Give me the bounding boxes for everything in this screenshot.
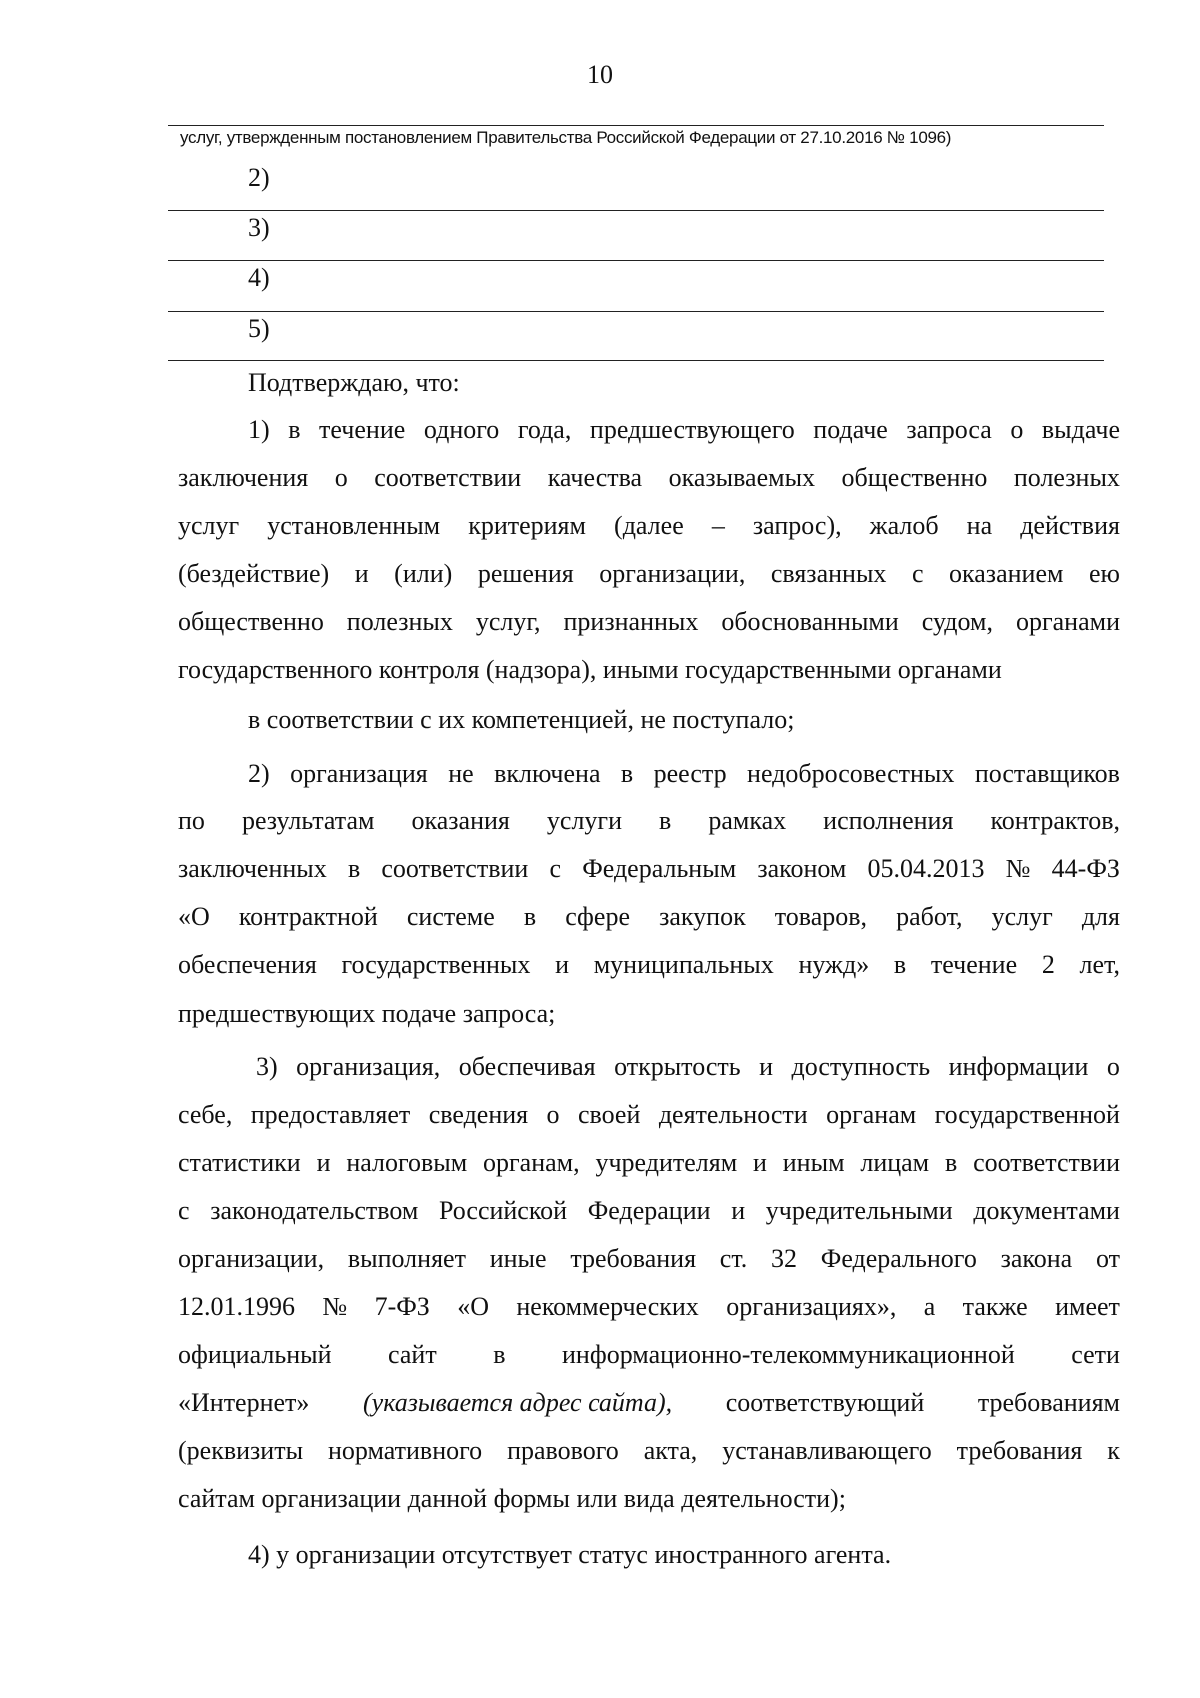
header-note: услуг, утвержденным постановлением Правительства Российской Федерации от 27.10.2016 № 1096) bbox=[180, 128, 952, 147]
word: по bbox=[178, 806, 205, 835]
word: лицам bbox=[860, 1148, 930, 1177]
paragraph-2-line-1 bbox=[248, 759, 1120, 789]
word: оказываемых bbox=[668, 463, 816, 492]
word: и bbox=[731, 1196, 746, 1225]
word: подаче bbox=[813, 415, 888, 444]
word: сети bbox=[1071, 1340, 1120, 1369]
paragraph-2-line-2 bbox=[178, 806, 1120, 836]
word: органами bbox=[1015, 607, 1120, 636]
word: некоммерческих bbox=[516, 1292, 699, 1321]
word: запроса bbox=[906, 415, 992, 444]
blank-item-5: 5) bbox=[248, 314, 270, 343]
word: Федерации bbox=[587, 1196, 711, 1225]
word: 2 bbox=[1041, 950, 1055, 979]
word: требования bbox=[570, 1244, 697, 1273]
paragraph-1-line-5 bbox=[178, 607, 1120, 637]
word: услуг, bbox=[475, 607, 541, 636]
paragraph-3-line-3 bbox=[178, 1148, 1120, 1178]
word: в bbox=[523, 902, 537, 931]
blank-rule-5 bbox=[168, 360, 1104, 361]
word: результатам bbox=[241, 806, 375, 835]
word: исполнения bbox=[823, 806, 954, 835]
word: контрактной bbox=[238, 902, 378, 931]
word: рамках bbox=[708, 806, 787, 835]
word: заключения bbox=[178, 463, 309, 492]
word: в bbox=[620, 759, 634, 788]
word: также bbox=[962, 1292, 1028, 1321]
word: заключенных bbox=[178, 854, 327, 883]
blank-item-2: 2) bbox=[248, 163, 270, 192]
word: контрактов, bbox=[990, 806, 1120, 835]
word: судом, bbox=[921, 607, 993, 636]
word: полезных bbox=[346, 607, 453, 636]
word: а bbox=[923, 1292, 936, 1321]
word: организация, bbox=[296, 1052, 441, 1081]
blank-rule-2 bbox=[168, 210, 1104, 211]
word: ст. bbox=[719, 1244, 748, 1273]
paragraph-3-line-10: сайтам организации данной формы или вида деятельности); bbox=[178, 1484, 846, 1513]
word: (далее bbox=[614, 511, 684, 540]
word: 05.04.2013 bbox=[867, 854, 985, 883]
word: себе, bbox=[178, 1100, 233, 1129]
word: и bbox=[354, 559, 369, 588]
word: в bbox=[659, 806, 672, 835]
word: информации bbox=[948, 1052, 1089, 1081]
word: акта, bbox=[643, 1436, 698, 1465]
word: включена bbox=[494, 759, 601, 788]
word: и bbox=[555, 950, 570, 979]
word: системе bbox=[406, 902, 495, 931]
paragraph-3-line-6 bbox=[178, 1292, 1120, 1322]
word: о bbox=[1010, 415, 1024, 444]
word: о bbox=[334, 463, 348, 492]
paragraph-3-line-2 bbox=[178, 1100, 1120, 1130]
word: недобросовестных bbox=[747, 759, 955, 788]
paragraph-3-line-9 bbox=[178, 1436, 1120, 1466]
word: выполняет bbox=[347, 1244, 466, 1273]
word: 12.01.1996 bbox=[178, 1292, 295, 1321]
word: не bbox=[448, 759, 474, 788]
word: доступность bbox=[791, 1052, 931, 1081]
page-number: 10 bbox=[587, 60, 613, 89]
word: № bbox=[1005, 854, 1031, 883]
word: решения bbox=[477, 559, 574, 588]
word: иные bbox=[489, 1244, 547, 1273]
word: о bbox=[546, 1100, 560, 1129]
paragraph-2-line-6: предшествующих подаче запроса; bbox=[178, 999, 556, 1028]
confirm-intro: Подтверждаю, что: bbox=[248, 368, 460, 397]
word: официальный bbox=[178, 1340, 332, 1369]
word: общественно bbox=[178, 607, 324, 636]
word: признанных bbox=[563, 607, 699, 636]
paragraph-1-line-4 bbox=[178, 559, 1120, 589]
word: обеспечения bbox=[178, 950, 317, 979]
blank-rule-4 bbox=[168, 311, 1104, 312]
word: с bbox=[549, 854, 562, 883]
paragraph-2-line-3 bbox=[178, 854, 1120, 884]
word: в bbox=[347, 854, 361, 883]
word: законодательством bbox=[210, 1196, 419, 1225]
word: деятельности bbox=[658, 1100, 808, 1129]
word: организация bbox=[290, 759, 428, 788]
word: государственных bbox=[341, 950, 531, 979]
word: организации, bbox=[178, 1244, 325, 1273]
word: организациях», bbox=[726, 1292, 897, 1321]
word: устанавливающего bbox=[722, 1436, 932, 1465]
word: имеет bbox=[1055, 1292, 1120, 1321]
word: критериям bbox=[468, 511, 586, 540]
word: оказанием bbox=[949, 559, 1064, 588]
word: своей bbox=[577, 1100, 641, 1129]
word: для bbox=[1081, 902, 1120, 931]
paragraph-1-line-2 bbox=[178, 463, 1120, 493]
paragraph-3-line-4 bbox=[178, 1196, 1120, 1226]
word: течение bbox=[930, 950, 1018, 979]
word: на bbox=[966, 511, 993, 540]
blank-item-3: 3) bbox=[248, 213, 270, 242]
word: сведения bbox=[428, 1100, 529, 1129]
word: – bbox=[711, 511, 725, 540]
word: «О bbox=[457, 1292, 489, 1321]
word: с bbox=[911, 559, 924, 588]
word: налоговым bbox=[346, 1148, 468, 1177]
word: установленным bbox=[267, 511, 441, 540]
word: в bbox=[493, 1340, 506, 1369]
word: и bbox=[759, 1052, 773, 1081]
word: организации, bbox=[599, 559, 746, 588]
word: соответствии bbox=[381, 854, 529, 883]
word: товаров, bbox=[774, 902, 868, 931]
word: 32 bbox=[771, 1244, 798, 1273]
word: закупок bbox=[659, 902, 746, 931]
word: правового bbox=[507, 1436, 619, 1465]
word: Российской bbox=[438, 1196, 568, 1225]
internet-line-word-1: соответствующий bbox=[725, 1388, 925, 1417]
word: учредителям bbox=[595, 1148, 738, 1177]
word: обоснованными bbox=[721, 607, 899, 636]
word: о bbox=[1106, 1052, 1120, 1081]
word: открытость bbox=[614, 1052, 741, 1081]
word: с bbox=[178, 1196, 190, 1225]
word: документами bbox=[973, 1196, 1120, 1225]
word: предшествующего bbox=[589, 415, 795, 444]
word: жалоб bbox=[869, 511, 939, 540]
word: статистики bbox=[178, 1148, 301, 1177]
word: реестр bbox=[653, 759, 727, 788]
word: и bbox=[753, 1148, 767, 1177]
word: качества bbox=[547, 463, 643, 492]
word: одного bbox=[423, 415, 500, 444]
word: органам bbox=[826, 1100, 917, 1129]
word: нужд» bbox=[798, 950, 870, 979]
word: от bbox=[1095, 1244, 1120, 1273]
word: (или) bbox=[394, 559, 453, 588]
word: действия bbox=[1020, 511, 1120, 540]
word: в bbox=[893, 950, 907, 979]
word: ею bbox=[1088, 559, 1120, 588]
word: сфере bbox=[565, 902, 630, 931]
paragraph-2-line-4 bbox=[178, 902, 1120, 932]
word: течение bbox=[319, 415, 406, 444]
word: соответствии bbox=[973, 1148, 1120, 1177]
word: в bbox=[944, 1148, 958, 1177]
word: 3) bbox=[256, 1052, 278, 1081]
word: выдаче bbox=[1041, 415, 1120, 444]
paragraph-1-line-3 bbox=[178, 511, 1120, 541]
word: года, bbox=[517, 415, 572, 444]
word: № bbox=[322, 1292, 348, 1321]
word: полезных bbox=[1013, 463, 1120, 492]
header-rule bbox=[168, 125, 1104, 126]
word: органам, bbox=[483, 1148, 580, 1177]
word: услуг bbox=[178, 511, 240, 540]
internet-word: «Интернет» bbox=[178, 1388, 310, 1417]
word: нормативного bbox=[327, 1436, 483, 1465]
word: общественно bbox=[841, 463, 988, 492]
word: требования bbox=[956, 1436, 1083, 1465]
word: (реквизиты bbox=[178, 1436, 304, 1465]
paragraph-2-line-5 bbox=[178, 950, 1120, 980]
word: поставщиков bbox=[974, 759, 1120, 788]
word: иным bbox=[782, 1148, 845, 1177]
word: 44-ФЗ bbox=[1051, 854, 1120, 883]
word: муниципальных bbox=[593, 950, 774, 979]
blank-item-4: 4) bbox=[248, 263, 270, 292]
paragraph-3-line-5 bbox=[178, 1244, 1120, 1274]
word: лет, bbox=[1079, 950, 1120, 979]
paragraph-4: 4) у организации отсутствует статус иностранного агента. bbox=[248, 1540, 892, 1569]
word: обеспечивая bbox=[458, 1052, 596, 1081]
word: оказания bbox=[411, 806, 510, 835]
word: информационно-телекоммуникационной bbox=[562, 1340, 1015, 1369]
paragraph-3-line-7 bbox=[178, 1340, 1120, 1370]
word: предоставляет bbox=[250, 1100, 411, 1129]
site-address-hint: (указывается адрес сайта), bbox=[363, 1388, 673, 1417]
word: сайт bbox=[388, 1340, 437, 1369]
word: и bbox=[316, 1148, 331, 1177]
paragraph-3-line-1 bbox=[256, 1052, 1120, 1082]
internet-line-word-2: требованиям bbox=[977, 1388, 1120, 1417]
paragraph-1-line-6: государственного контроля (надзора), иными государственными органами bbox=[178, 655, 1002, 684]
word: запрос), bbox=[752, 511, 842, 540]
word: Федерального bbox=[820, 1244, 977, 1273]
word: работ, bbox=[896, 902, 963, 931]
word: услуги bbox=[546, 806, 623, 835]
word: 7-ФЗ bbox=[374, 1292, 430, 1321]
paragraph-1-continuation: в соответствии с их компетенцией, не поступало; bbox=[248, 705, 795, 734]
word: 1) bbox=[248, 415, 270, 444]
word: соответствии bbox=[374, 463, 522, 492]
paragraph-3-line-8 bbox=[178, 1388, 1120, 1418]
word: законом bbox=[757, 854, 847, 883]
word: государственной bbox=[934, 1100, 1120, 1129]
word: (бездействие) bbox=[178, 559, 330, 588]
word: к bbox=[1107, 1436, 1120, 1465]
word: в bbox=[288, 415, 301, 444]
word: 2) bbox=[248, 759, 270, 788]
word: закона bbox=[1000, 1244, 1073, 1273]
word: услуг bbox=[991, 902, 1053, 931]
word: «О bbox=[178, 902, 210, 931]
word: связанных bbox=[770, 559, 887, 588]
word: Федеральным bbox=[582, 854, 737, 883]
blank-rule-3 bbox=[168, 260, 1104, 261]
word: учредительными bbox=[765, 1196, 953, 1225]
paragraph-1-line-1 bbox=[248, 415, 1120, 445]
